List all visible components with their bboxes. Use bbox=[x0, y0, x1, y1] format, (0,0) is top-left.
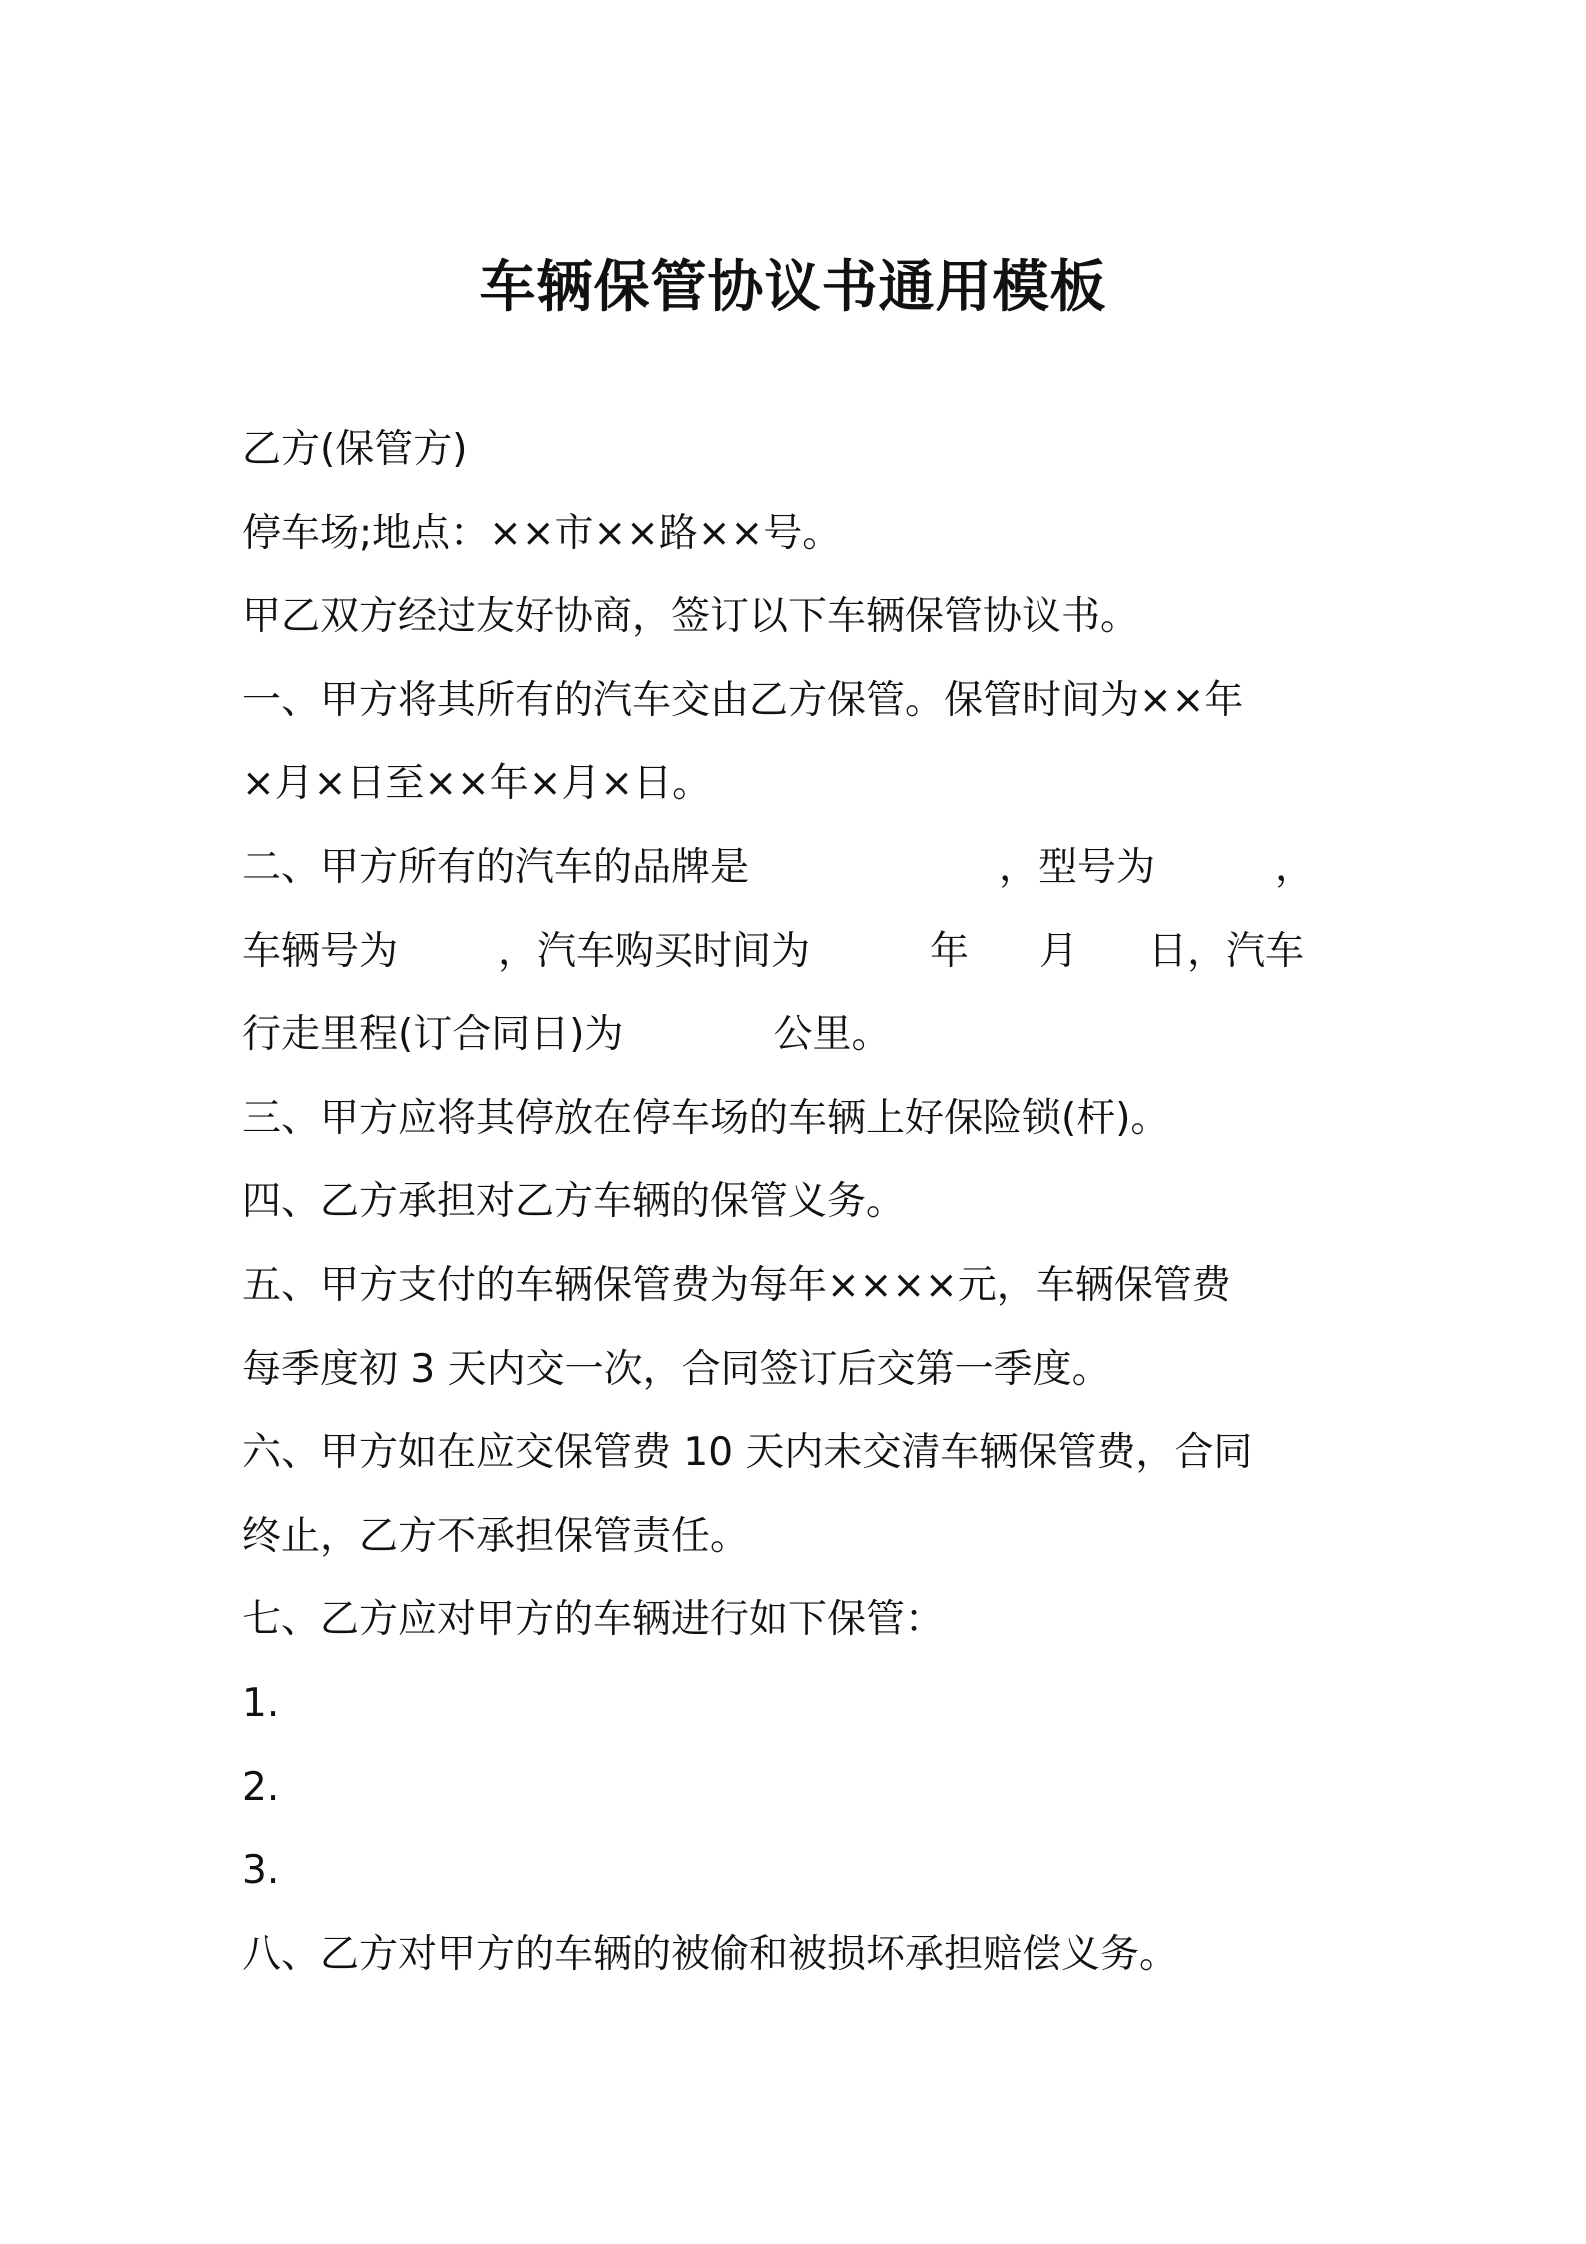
km-label: 公里。 bbox=[773, 1012, 891, 1058]
clause-2-comma: ， bbox=[1275, 844, 1315, 890]
clause-7-line: 七、乙方应对甲方的车辆进行如下保管： bbox=[242, 1597, 945, 1643]
clause-3-line: 三、甲方应将其停放在停车场的车辆上好保险锁(杆)。 bbox=[242, 1095, 1170, 1141]
intro-line: 甲乙双方经过友好协商，签订以下车辆保管协议书。 bbox=[242, 594, 1140, 640]
clause-6-line-2: 终止，乙方不承担保管责任。 bbox=[242, 1513, 750, 1559]
brand-label: 二、甲方所有的汽车的品牌是 bbox=[242, 844, 750, 890]
month-label: 月 bbox=[1039, 928, 1079, 974]
list-item-3: 3. bbox=[242, 1848, 280, 1894]
clause-2-line-2 bbox=[242, 910, 1362, 994]
mileage-label: 行走里程(订合同日)为 bbox=[242, 1012, 624, 1058]
list-item-2: 2. bbox=[242, 1764, 280, 1810]
clause-1-line-1: 一、甲方将其所有的汽车交由乙方保管。保管时间为××年 bbox=[242, 677, 1244, 723]
list-item-1: 1. bbox=[242, 1680, 280, 1726]
clause-5-line-2: 每季度初 3 天内交一次，合同签订后交第一季度。 bbox=[242, 1346, 1111, 1392]
document-body bbox=[242, 408, 1362, 1996]
day-label: 日，汽车 bbox=[1148, 928, 1305, 974]
year-label: 年 bbox=[930, 928, 970, 974]
location-line: 停车场;地点：××市××路××号。 bbox=[242, 510, 842, 556]
model-label: ，型号为 bbox=[999, 844, 1156, 890]
clause-6-line-1: 六、甲方如在应交保管费 10 天内未交清车辆保管费，合同 bbox=[242, 1430, 1253, 1476]
clause-5-line-1: 五、甲方支付的车辆保管费为每年××××元，车辆保管费 bbox=[242, 1262, 1231, 1308]
clause-4-line: 四、乙方承担对乙方车辆的保管义务。 bbox=[242, 1179, 906, 1225]
clause-8-line: 八、乙方对甲方的车辆的被偷和被损坏承担赔偿义务。 bbox=[242, 1931, 1179, 1977]
purchase-label: ，汽车购买时间为 bbox=[498, 928, 811, 974]
document-title: 车辆保管协议书通用模板 bbox=[479, 255, 1107, 320]
clause-2-line-1 bbox=[242, 826, 1362, 910]
party-b-line: 乙方(保管方) bbox=[242, 427, 468, 472]
clause-1-line-2: ×月×日至××年×月×日。 bbox=[242, 761, 712, 807]
clause-2-line-3 bbox=[242, 993, 1362, 1077]
plate-label: 车辆号为 bbox=[242, 928, 399, 974]
